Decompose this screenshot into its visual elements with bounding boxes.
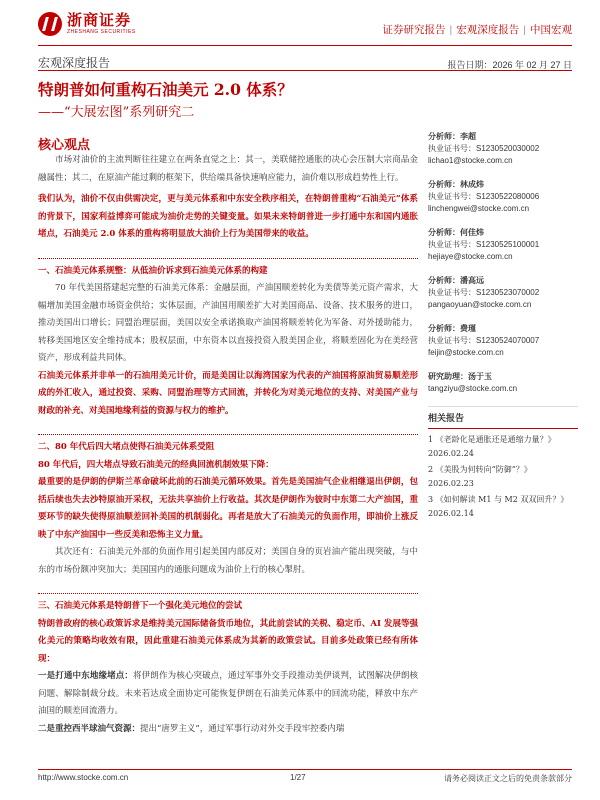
nav-item-research-report[interactable]: 证券研究报告 xyxy=(382,24,446,36)
assistant-email[interactable]: tangziyu@stocke.com.cn xyxy=(428,384,518,393)
analyst-cert: 执业证书号：S1230522080006 xyxy=(428,192,540,201)
report-type: 宏观深度报告 xyxy=(38,56,111,70)
top-nav: 证券研究报告 | 宏观深度报告 | 中国宏观 xyxy=(382,24,572,36)
analyst-email[interactable]: lichao1@stocke.com.cn xyxy=(428,156,513,165)
brand-logo xyxy=(38,12,136,36)
analyst-name: 费瑾 xyxy=(460,323,476,333)
analyst-name: 何佳炜 xyxy=(460,227,484,237)
sidebar-divider xyxy=(428,406,578,407)
assistant-name: 汤于玉 xyxy=(468,371,492,381)
section-3-title: 三、石油美元体系是特朗普下一个强化美元地位的尝试 xyxy=(38,593,418,616)
item-2-label: 二是重控西半球油气资源： xyxy=(38,723,141,734)
section-3-item-2 xyxy=(38,721,418,739)
analyst-name: 李超 xyxy=(460,131,476,141)
brand-name-en: ZHESHANG SECURITIES xyxy=(67,29,136,35)
section-heading-key-points: 核心观点 xyxy=(38,138,91,153)
analyst-email[interactable]: feijin@stocke.com.cn xyxy=(428,348,504,357)
research-assistant: 研究助理：汤于玉 tangziyu@stocke.com.cn xyxy=(428,370,578,395)
related-report-link[interactable]: 2 《美股为何转向“防御”？》 2026.02.23 xyxy=(428,465,532,488)
analyst-email[interactable]: hejiaye@stocke.com.cn xyxy=(428,252,513,261)
section-1-body: 70 年代美国搭建起完整的石油美元体系：金融层面，产油国顺差转化为美债等美元资产需求，大幅增加美国金融市场资金供给；实体层面，产油国用顺差扩大对美国商品、设备、技术服务的进口，推动美国出口增长；同盟治理层面，美国以安全承诺换取产油国将顺差转化为军备、对外援助能力，转移美国地区安全维持成本；股权层面，中东资本以直接投资入股美国企业，将顺差固化为在美经营资产，形成利益共同体。 xyxy=(38,283,418,363)
title-divider xyxy=(38,70,572,71)
intro-paragraph: 市场对油价的主流判断往往建立在两条直觉之上：其一，美联储控通胀的决心会压制大宗商品金融属性；其二，在原油产能过剩的框架下，供给端具备快速响应能力，油价难以形成趋势性上行。 xyxy=(38,155,418,183)
analyst-email[interactable]: pangaoyuan@stocke.com.cn xyxy=(428,300,532,309)
item-1-label: 一是打通中东地缘堵点： xyxy=(38,671,134,681)
logo-mark-icon xyxy=(38,12,62,36)
header-divider xyxy=(38,45,572,46)
related-reports-heading: 相关报告 xyxy=(428,413,578,429)
related-report-link[interactable]: 1 《老龄化是通胀还是通缩力量？》 2026.02.24 xyxy=(428,435,556,458)
section-3-item-1 xyxy=(38,668,418,721)
disclaimer-note: 请务必阅读正文之后的免责条款部分 xyxy=(444,774,572,783)
analyst-email[interactable]: linchengwei@stocke.com.cn xyxy=(428,204,530,213)
section-2-title: 二、80 年代后四大堵点使得石油美元体系受阻 xyxy=(38,434,418,457)
page-title: 特朗普如何重构石油美元 2.0 体系？ xyxy=(38,80,293,99)
analyst-card: 分析师：李超 执业证书号：S1230520030002 lichao1@stocke.com.cn xyxy=(428,130,578,167)
analyst-card: 分析师：何佳炜 执业证书号：S1230525100001 hejiaye@stocke.com.cn xyxy=(428,226,578,263)
analyst-cert: 执业证书号：S1230523070002 xyxy=(428,288,540,297)
analyst-cert: 执业证书号：S1230520030002 xyxy=(428,144,540,153)
analyst-card: 分析师：费瑾 执业证书号：S1230524070007 feijin@stocke.com.cn xyxy=(428,322,578,359)
item-2-body: 提出“唐罗主义”，通过军事行动对外交手段牢控委内瑞 xyxy=(140,723,345,734)
footer-website-link[interactable]: http://www.stocke.com.cn xyxy=(38,773,129,782)
page-header xyxy=(0,0,600,44)
section-2-highlight: 最重要的是伊朗的伊斯兰革命破坏此前的石油美元循环效果。首先是美国油气企业相继退出伊朗，包括后续也失去沙特原油开采权，无法共享油价上行收益。其次是伊朗作为彼时中东第二大产油国，重要环节的缺失使得原油顺差回补美国的机制弱化。再者是放大了石油美元的负面作用，即油价上涨反映了中东产油国中一些反美和恐怖主义力量。 xyxy=(38,477,418,540)
analyst-cert: 执业证书号：S1230524070007 xyxy=(428,336,540,345)
page-number: 1/27 xyxy=(290,773,306,782)
related-report-link[interactable]: 3 《如何解读 M1 与 M2 双双回升？》 2026.02.14 xyxy=(428,495,569,518)
brand-name: 浙商证券 xyxy=(67,12,132,29)
analyst-name: 林成炜 xyxy=(460,179,484,189)
thesis-paragraph: 我们认为，油价不仅由供需决定，更与美元体系和中东安全秩序相关，在特朗普重构“石油美元”体系的背景下，国家利益博弈可能成为油价走势的关键变量。如果未来特朗普进一步打通中东和国内通胀堵点，石油美元 2.0 体系的重构将明显放大油价上行为美国带来的收益。 xyxy=(38,194,418,239)
page-subtitle: ——“大展宏图”系列研究二 xyxy=(38,105,195,120)
section-2-subtitle: 80 年代后，四大堵点导致石油美元的经典回流机制效果下降： xyxy=(38,459,274,470)
analyst-card: 分析师：潘高远 执业证书号：S1230523070002 pangaoyuan@stocke.com.cn xyxy=(428,274,578,311)
main-content xyxy=(38,148,418,738)
section-3-highlight: 特朗普政府的核心政策诉求是维持美元国际储备货币地位，其此前尝试的关税、稳定币、AI 发展等强化美元的策略均收效有限，因此重建石油美元体系成为其新的政策尝试。目前多处政策已经有所体现： xyxy=(38,618,418,664)
analyst-name: 潘高远 xyxy=(460,275,484,285)
item-1-body: 将伊朗作为核心突破点，通过军事外交手段推动美伊谈判，试图解决伊朗核问题、解除制裁分歧。未来若达成全面协定可能恢复伊朗在石油美元体系中的回流功能，释放中东产油国的顺差回流潜力。 xyxy=(38,671,418,716)
nav-item-china-macro[interactable]: 中国宏观 xyxy=(530,24,572,36)
analyst-card: 分析师：林成炜 执业证书号：S1230522080006 linchengwei@stocke.com.cn xyxy=(428,178,578,215)
report-date: 报告日期：2026 年 02 月 27 日 xyxy=(447,60,572,70)
section-2-body: 其次还有：石油美元外部的负面作用引起美国内部反对；美国自身的页岩油产能出现突破，与中东的市场份额冲突加大；美国国内的通胀问题成为油价上行的核心掣肘。 xyxy=(38,547,418,575)
footer-divider xyxy=(38,769,572,770)
section-1-title: 一、石油美元体系规整：从低油价诉求到石油美元体系的构建 xyxy=(38,258,418,281)
analyst-sidebar xyxy=(428,130,578,523)
section-1-highlight: 石油美元体系并非单一的石油用美元计价，而是美国让以海湾国家为代表的产油国将原油贸易顺差形成的外汇收入，通过投资、采购、同盟治理等方式回流，并转化为对美元地位的支持、对美国产业与财政的补充、对美国地缘利益的资源与权力的维护。 xyxy=(38,370,418,416)
nav-item-macro-report[interactable]: 宏观深度报告 xyxy=(456,24,520,36)
analyst-cert: 执业证书号：S1230525100001 xyxy=(428,240,540,249)
